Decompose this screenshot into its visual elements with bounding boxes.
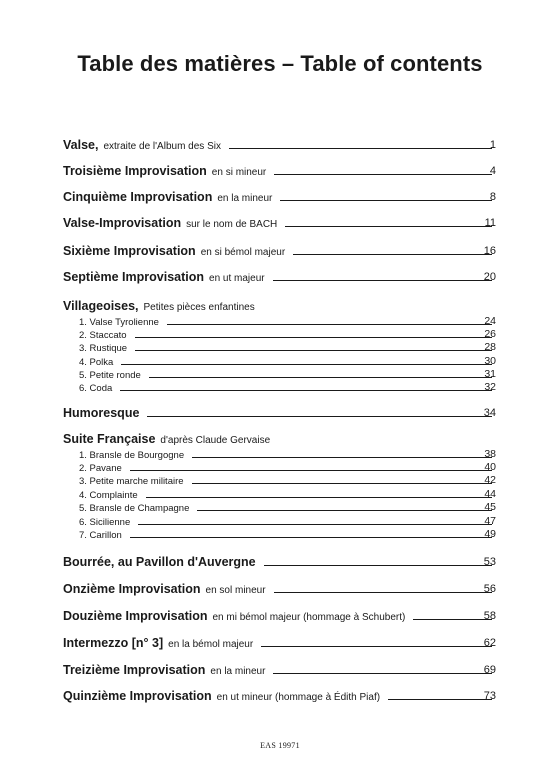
toc-entry-text bbox=[63, 244, 492, 258]
page-number: 28 bbox=[484, 341, 496, 353]
entry-title: Sixième Improvisation bbox=[63, 244, 196, 258]
subentry-label: 2. Staccato bbox=[79, 330, 127, 341]
dot-leader bbox=[413, 619, 492, 620]
entry-subtitle: en si mineur bbox=[211, 167, 267, 178]
toc-entry-text bbox=[63, 689, 492, 703]
page-number: 31 bbox=[484, 368, 496, 380]
entry-title: Treizième Improvisation bbox=[63, 663, 206, 677]
entry-title: Septième Improvisation bbox=[63, 270, 205, 284]
subentry-label: 4. Polka bbox=[79, 357, 114, 368]
toc-entry[interactable] bbox=[0, 683, 560, 703]
subentry-label: 5. Petite ronde bbox=[79, 370, 141, 381]
entry-subtitle: en la mineur bbox=[210, 666, 266, 677]
dot-leader bbox=[147, 416, 492, 417]
entry-subtitle: en si bémol majeur bbox=[200, 247, 286, 258]
page-number: 45 bbox=[484, 501, 496, 513]
dot-leader bbox=[273, 673, 492, 674]
page-number: 26 bbox=[484, 328, 496, 340]
entry-subtitle: extraite de l'Album des Six bbox=[103, 141, 221, 152]
toc-entry-text bbox=[63, 406, 492, 420]
page-number: 42 bbox=[484, 474, 496, 486]
dot-leader bbox=[285, 226, 492, 227]
page-number: 69 bbox=[483, 664, 496, 676]
entry-subtitle: en mi bémol majeur (hommage à Schubert) bbox=[212, 612, 406, 623]
toc-entry-text bbox=[63, 216, 492, 230]
toc-subentry-text bbox=[79, 530, 492, 541]
dot-leader bbox=[274, 174, 492, 175]
dot-leader bbox=[274, 592, 492, 593]
toc-entry[interactable] bbox=[0, 400, 560, 420]
toc-entry-text bbox=[63, 164, 492, 178]
entry-subtitle: en la bémol majeur bbox=[168, 639, 254, 650]
subentry-label: 1. Bransle de Bourgogne bbox=[79, 450, 185, 461]
toc-entry[interactable] bbox=[0, 238, 560, 258]
page-number: 34 bbox=[483, 407, 496, 419]
page-number: 30 bbox=[484, 355, 496, 367]
entry-title: Valse-Improvisation bbox=[63, 216, 182, 230]
page-title: Table des matières – Table of contents bbox=[77, 51, 483, 76]
page-number: 44 bbox=[484, 488, 496, 500]
dot-leader bbox=[229, 148, 492, 149]
subentry-label: 6. Sicilienne bbox=[79, 517, 131, 528]
dot-leader bbox=[280, 200, 492, 201]
entry-title: Valse, bbox=[63, 138, 99, 152]
entry-title: Onzième Improvisation bbox=[63, 582, 201, 596]
page-number: 49 bbox=[484, 528, 496, 540]
dot-leader bbox=[273, 280, 492, 281]
dot-leader bbox=[261, 646, 492, 647]
dot-leader bbox=[130, 537, 492, 538]
subentry-label: 1. Valse Tyrolienne bbox=[79, 317, 159, 328]
page-number: 24 bbox=[484, 315, 496, 327]
toc-entry[interactable] bbox=[0, 184, 560, 204]
toc-entry[interactable] bbox=[0, 576, 560, 596]
toc-entry[interactable] bbox=[0, 549, 560, 569]
entry-subtitle: en ut majeur bbox=[209, 273, 265, 284]
page-number: 56 bbox=[483, 583, 496, 595]
page-number: 40 bbox=[484, 461, 496, 473]
toc-entry[interactable] bbox=[0, 210, 560, 230]
subentry-label: 3. Rustique bbox=[79, 343, 128, 354]
toc-entry-text bbox=[63, 609, 492, 623]
toc-entry-text bbox=[63, 190, 492, 204]
toc-subentry-text bbox=[79, 383, 492, 394]
page-number: 1 bbox=[489, 139, 496, 151]
page-number: 8 bbox=[489, 191, 496, 203]
dot-leader bbox=[120, 390, 492, 391]
entry-subtitle: sur le nom de BACH bbox=[186, 219, 278, 230]
group-subtitle: d'après Claude Gervaise bbox=[160, 435, 271, 446]
toc-entry[interactable] bbox=[0, 630, 560, 650]
subentry-label: 6. Coda bbox=[79, 383, 113, 394]
toc-entry-text bbox=[63, 582, 492, 596]
subentry-label: 4. Complainte bbox=[79, 490, 138, 501]
page-number: 4 bbox=[489, 165, 496, 177]
entry-title: Troisième Improvisation bbox=[63, 164, 207, 178]
page-number: 32 bbox=[484, 381, 496, 393]
toc-subentry[interactable] bbox=[0, 521, 560, 541]
toc-entry[interactable] bbox=[0, 264, 560, 284]
page-number: 16 bbox=[483, 245, 496, 257]
toc-subentry[interactable] bbox=[0, 374, 560, 394]
toc-entry-text bbox=[63, 636, 492, 650]
dot-leader bbox=[388, 699, 492, 700]
page-number: 73 bbox=[483, 690, 496, 702]
toc-entry[interactable] bbox=[0, 132, 560, 152]
entry-subtitle: en sol mineur bbox=[205, 585, 266, 596]
page-number: 11 bbox=[484, 217, 496, 229]
entry-title: Douzième Improvisation bbox=[63, 609, 208, 623]
dot-leader bbox=[293, 254, 492, 255]
page-number: 47 bbox=[484, 515, 496, 527]
entry-title: Intermezzo [n° 3] bbox=[63, 636, 164, 650]
entry-title: Cinquième Improvisation bbox=[63, 190, 213, 204]
subentry-label: 5. Bransle de Champagne bbox=[79, 503, 190, 514]
toc-entry[interactable] bbox=[0, 603, 560, 623]
entry-subtitle: en ut mineur (hommage à Édith Piaf) bbox=[216, 692, 381, 703]
page-number: 58 bbox=[483, 610, 496, 622]
toc-entry-text bbox=[63, 663, 492, 677]
page-number: 62 bbox=[483, 637, 496, 649]
group-title: Villageoises, bbox=[63, 299, 139, 313]
subentry-label: 2. Pavane bbox=[79, 463, 122, 474]
subentry-label: 7. Carillon bbox=[79, 530, 122, 541]
group-subtitle: Petites pièces enfantines bbox=[143, 302, 255, 313]
entry-title: Bourrée, au Pavillon d'Auvergne bbox=[63, 555, 256, 569]
subentry-label: 3. Petite marche militaire bbox=[79, 476, 184, 487]
page-number: 38 bbox=[484, 448, 496, 460]
dot-leader bbox=[264, 565, 492, 566]
toc-entry[interactable] bbox=[0, 657, 560, 677]
entry-title: Quinzième Improvisation bbox=[63, 689, 212, 703]
page-number: 20 bbox=[483, 271, 496, 283]
page-number: 53 bbox=[483, 556, 496, 568]
toc-entry-text bbox=[63, 555, 492, 569]
group-title: Suite Française bbox=[63, 432, 156, 446]
toc-entry[interactable] bbox=[0, 158, 560, 178]
toc-entry-text bbox=[63, 270, 492, 284]
entry-subtitle: en la mineur bbox=[217, 193, 273, 204]
toc-entry-text bbox=[63, 138, 492, 152]
entry-title: Humoresque bbox=[63, 406, 140, 420]
catalog-number: EAS 19971 bbox=[260, 741, 300, 750]
